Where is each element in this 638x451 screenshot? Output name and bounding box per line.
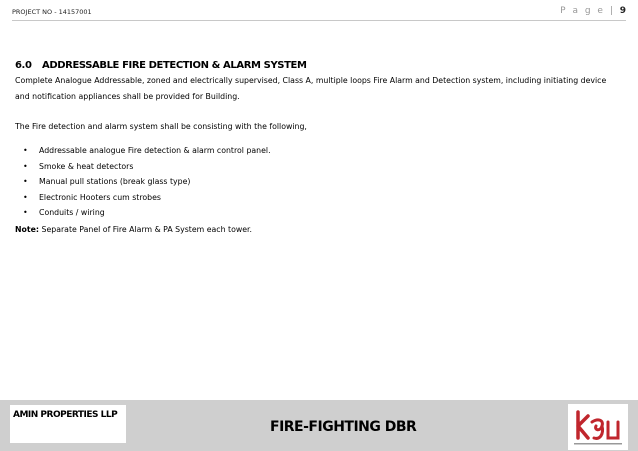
bullet-item: • Smoke & heat detectors [15,159,615,175]
bullet-item: • Manual pull stations (break glass type) [15,174,615,190]
bullet-icon: • [23,192,28,202]
bullet-icon: • [23,146,28,155]
section-title: ADDRESSABLE FIRE DETECTION & ALARM SYSTEM [42,60,307,71]
page-content [15,60,615,238]
company-box [10,405,126,443]
section-number: 6.0 [15,60,32,71]
document-title: FIRE-FIGHTING DBR [270,419,417,435]
bullet-item: • Electronic Hooters cum strobes [15,190,615,206]
bullet-icon: • [23,161,28,171]
page-indicator [560,6,626,16]
page-header [12,7,626,21]
page-separator: | [609,6,615,16]
bullet-list [15,143,615,221]
section-paragraph-2: The Fire detection and alarm system shall be consisting with the following, [15,122,307,131]
note-label: Note: [15,224,40,234]
note [15,222,615,238]
page-label: P a g e [560,6,605,16]
bullet-item: • Conduits / wiring [15,205,615,221]
bullet-icon: • [23,208,28,218]
page-number: 9 [619,6,626,16]
section-heading [15,60,615,71]
header-divider [12,20,626,21]
project-number: PROJECT NO - 14157001 [12,8,92,16]
note-text: Separate Panel of Fire Alarm & PA System each tower. [39,224,252,234]
section-paragraph-1: Complete Analogue Addressable, zoned and electrically supervised, Class A, multiple loops Fire Alarm and Detection system, including initiating device and notification appliances shall be provided for Building. [15,76,607,101]
company-name: AMIN PROPERTIES LLP [13,410,118,420]
page-footer [0,400,638,451]
company-logo [568,404,628,450]
bullet-icon: • [23,177,28,187]
bullet-item: • Addressable analogue Fire detection & alarm control panel. [15,143,615,159]
